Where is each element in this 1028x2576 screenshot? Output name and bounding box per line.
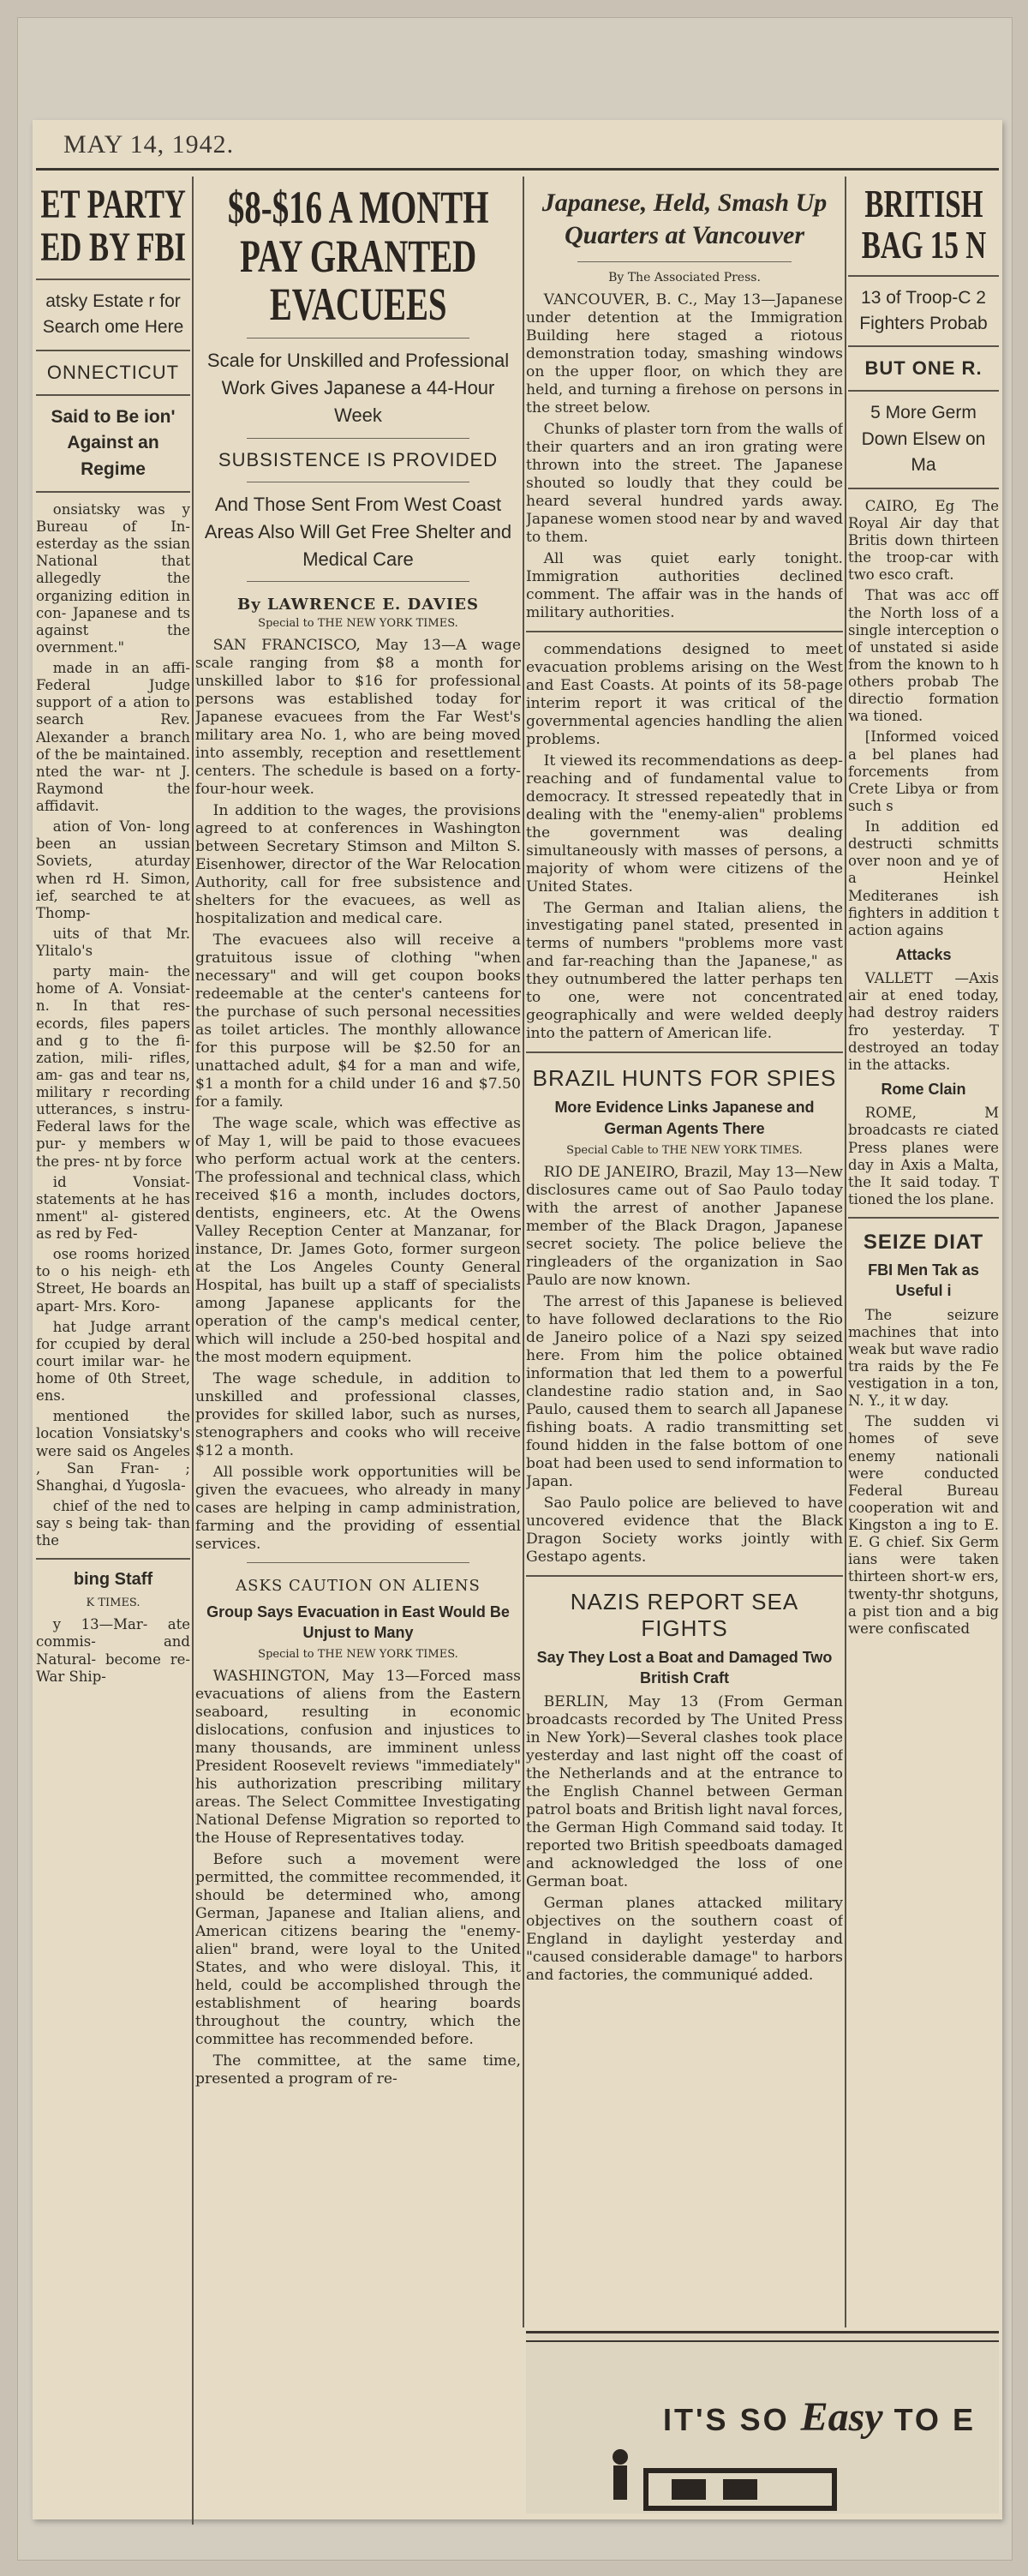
rule (526, 1051, 843, 1053)
paragraph: y 13—Mar- ate commis- and Natural- become re- War Ship- (36, 1616, 190, 1685)
section-head: Attacks (895, 945, 952, 963)
paragraph: German planes attacked military objectives on the southern coast of England in daylight yesterday and "caused considerable damage" to harbors and factories, the communiqué added. (526, 1895, 843, 1984)
rule (247, 581, 469, 582)
paragraph: [Informed voiced a bel planes had forcements from Crete Libya or from such s (848, 728, 999, 814)
rule (36, 350, 190, 351)
credit: Special Cable to THE NEW YORK TIMES. (566, 1143, 803, 1157)
headline: Japanese, Held, Smash Up Quarters at Vancouver (541, 189, 828, 249)
paragraph: id Vonsiat- statements at he has nment" al- gistered as red by Fed- (36, 1173, 190, 1243)
article-body (195, 637, 521, 1553)
ad-slogan: IT'S SO Easy TO E (663, 2394, 976, 2440)
paragraph: All was quiet early tonight. Immigration authorities declined comment. The affair was in the hands of military authorities. (526, 549, 843, 621)
rule (848, 1217, 999, 1219)
story-deck: Group Says Evacuation in East Would Be Unjust to Many (206, 1603, 510, 1641)
deck: 13 of Troop-C 2 Fighters Probab (859, 287, 988, 334)
paragraph: In addition ed destructi schmitts over noon and ye of a Heinkel Mediteranes ish fighters in addition t action agains (848, 818, 999, 938)
rule (848, 488, 999, 489)
paragraph: The seizure machines that into weak but wave radio tra raids by the Fe vestigation in a ton, N. Y., it w day. (848, 1306, 999, 1410)
story-head: NAZIS REPORT SEA FIGHTS (570, 1588, 799, 1641)
paragraph: uits of that Mr. Ylitalo's (36, 925, 190, 960)
column-1 (36, 177, 190, 2525)
paragraph: It viewed its recommendations as deep-reaching and of fundamental value to democracy. It stressed repeatedly that in dealing with the "enemy-alien" problems the government was dealing simultaneously with masses of persons, a majority of whom were citizens of the United States. (526, 752, 843, 896)
article-body (195, 1668, 521, 2088)
subhead: ONNECTICUT (46, 361, 180, 383)
paragraph: made in an affi- Federal Judge support of a ation to search Rev. Alexander a branch of the be maintained. nted the war- nt J. Raymond the affidavit. (36, 660, 190, 815)
paragraph: Chunks of plaster torn from the walls of their quarters and an iron grating were thrown into the street. The Japanese shouted so loudly that they could be heard several hundred yards away. Japanese women stood near by and waved to them. (526, 420, 843, 546)
rule (526, 2340, 999, 2342)
article-body (526, 291, 843, 622)
ad-illustration (595, 2445, 852, 2513)
paragraph: The wage scale, which was effective as of May 1, will be paid to those evacuees who perform actual work at the centers. The professional and technical class, which received $16 a month, includes doctors, dentists, engineers, etc. At the Owens Valley Reception Center at Manzanar, for instance, Dr. James Goto, former surgeon at the Los Angeles County General Hospital, has built up a staff of specialists among Japanese applicants for the operation of the camp's medical center, which will include a 250-bed hospital and the most modern equipment. (195, 1115, 521, 1366)
rule (36, 394, 190, 396)
story-head: SEIZE DIAT (863, 1231, 984, 1254)
credit: Special to THE NEW YORK TIMES. (258, 1648, 458, 1662)
paragraph: party main- the home of A. Vonsiat- n. In that res- ecords, files papers and g to the fi- zation, mili- rifles, am- gas and tear ns, military r recording utterances, s instru- Federal laws for the pur- y members w the pres- nt by force (36, 963, 190, 1170)
article-body (526, 1164, 843, 1567)
paragraph: hat Judge arrant for ccupied by deral court imilar war- he home of 0th Street, ens. (36, 1318, 190, 1405)
rule (526, 1575, 843, 1577)
paragraph: onsiatsky was y Bureau of In- esterday as the ssian National that allegedly the organizing edition in con- Japanese and ts against the overnment." (36, 500, 190, 656)
paragraph: SAN FRANCISCO, May 13—A wage scale ranging from $8 a month for unskilled labor to $16 for professional persons was established today for Japanese evacuees from the Far West's military area No. 1, who are being moved into assembly, reception and resettlement centers. The schedule is based on a forty-four-hour week. (195, 637, 521, 799)
paragraph: mentioned the location Vonsiatsky's were said os Angeles , San Fran- ; Shanghai, d Yugosla- (36, 1408, 190, 1494)
subhead: BUT ONE R. (864, 357, 983, 380)
subhead: SUBSISTENCE IS PROVIDED (218, 448, 499, 470)
paragraph: chief of the ned to say s being tak- than the (36, 1497, 190, 1549)
story-deck: Say They Lost a Boat and Damaged Two British Craft (536, 1648, 833, 1686)
rule (848, 390, 999, 392)
section-head: Rome Clain (881, 1080, 966, 1098)
top-rule (36, 168, 999, 171)
deck: Scale for Unskilled and Professional Work Gives Japanese a 44-Hour Week (206, 350, 510, 426)
headline: BRITISH BAG 15 N (861, 182, 986, 267)
article-body (848, 1307, 999, 1638)
sub-story-head: bing Staff (73, 1570, 153, 1590)
rule (247, 1562, 469, 1563)
rule (848, 275, 999, 277)
byline: By LAWRENCE E. DAVIES (237, 596, 479, 614)
advertisement (526, 2331, 999, 2513)
paragraph: ation of Von- long been an ussian Soviets, aturday when rd H. Simon, ief, searched te at Thomp- (36, 818, 190, 921)
paragraph: The committee, at the same time, presented a program of re- (195, 2052, 521, 2088)
article-body (36, 501, 190, 1549)
paragraph: The arrest of this Japanese is believed to have followed declarations to the Rio de Janeiro police of a Nazi spy seized here. From him the police obtained information that led them to a powerful clandestine radio station and, in Sao Paulo, caused them to search all Japanese fishing boats. A radio transmitting set found hidden in the false bottom of one boat had been used to send information to Japan. (526, 1292, 843, 1490)
deck: And Those Sent From West Coast Areas Also Will Get Free Shelter and Medical Care (204, 493, 512, 570)
article-continuation (526, 641, 843, 1044)
column-2 (195, 177, 521, 2525)
paragraph: The evacuees also will receive a gratuitous issue of clothing "when necessary" and will get coupon books redeemable at the center's canteens for the purchase of such personal necessities as toilet articles. The monthly allowance for this purpose will be $2.50 for an unattached adult, $4 for a man and wife, $1 a month for a child under 16 and $7.50 for a family. (195, 932, 521, 1111)
paragraph: RIO DE JANEIRO, Brazil, May 13—New disclosures came out of Sao Paulo today with the arrest of another Japanese member of the Black Dragon, Japanese secret society. The police believe the ringleaders of the organization in Sao Paulo are now known. (526, 1163, 843, 1289)
paragraph: Sao Paulo police are believed to have uncovered evidence that the Black Dragon Society works jointly with Gestapo agents. (526, 1494, 843, 1566)
page-date: MAY 14, 1942. (63, 130, 235, 159)
paragraph: That was acc off the North loss of a single interception o of unstated si aside from the known to h others probab The directio formation wa tioned. (848, 587, 999, 725)
paragraph: Before such a movement were permitted, the committee recommended, it should be determined who, among German, Japanese and Italian aliens, and American citizens bearing the "enemy-alien" brand, were loyal to the United States, and who were disloyal. This, it held, could be accomplished through the establishment of hearing boards throughout the country, which the committee has recommended before. (195, 1851, 521, 2048)
sub-story-credit: K TIMES. (86, 1597, 140, 1610)
credit: Special to THE NEW YORK TIMES. (258, 617, 458, 631)
story-head: ASKS CAUTION ON ALIENS (236, 1576, 481, 1595)
rule (577, 261, 792, 262)
article-body (526, 1693, 843, 1985)
rule (247, 438, 469, 439)
rule (36, 491, 190, 493)
paragraph: The sudden vi homes of seve enemy nationali were conducted Federal Bureau cooperation wit and Kingston a ing to E. E. G chief. Six Germ ians were taken thirteen short-w ers, twenty-thr shotguns, a pist tion and a big were confiscated (848, 1413, 999, 1637)
rule (36, 1558, 190, 1560)
paragraph: WASHINGTON, May 13—Forced mass evacuations of aliens from the Eastern seaboard, resulting in economic dislocations, confusion and injustices to many thousands, are imminent unless President Roosevelt reviews "immediately" his authorization prescribing military areas. The Select Committee Investigating National Defense Migration so reported to the House of Representatives today. (195, 1668, 521, 1848)
paragraph: CAIRO, Eg The Royal Air day that Britis down thirteen the troop-car with two esco craft. (848, 497, 999, 584)
paragraph: The wage schedule, in addition to unskilled and professional classes, provides for skilled labor, such as nurses, stenographers and cooks who will receive $12 a month. (195, 1369, 521, 1459)
story-head: BRAZIL HUNTS FOR SPIES (532, 1065, 837, 1092)
deck: 5 More Germ Down Elsew on Ma (861, 403, 986, 476)
rule (526, 631, 843, 632)
paragraph: In addition to the wages, the provisions agreed to at conferences in Washington between Secretary Stimson and Milton S. Eisenhower, director of the War Relocation Authority, call for free subsistence and shelters for the evacuees, as well as hospitalization and medical care. (195, 802, 521, 928)
headline: $8-$16 A MONTH PAY GRANTED EVACUEES (227, 182, 489, 331)
paragraph: ose rooms horized to o his neigh- eth Street, He boards an apart- Mrs. Koro- (36, 1246, 190, 1315)
article-body (848, 498, 999, 939)
paragraph: The German and Italian aliens, the investigating panel stated, presented in terms of numbers "problems more vast and far-reaching than the Japanese," as they outnumbered the latter perhaps ten to one, were not concentrated geographically and were welded deeply into the pattern of American life. (526, 899, 843, 1043)
column-divider (523, 177, 524, 2327)
column-4 (848, 177, 999, 2327)
deck: Said to Be ion' Against an Regime (51, 406, 176, 479)
column-divider (192, 177, 194, 2525)
story-deck: FBI Men Tak as Useful i (868, 1261, 979, 1300)
column-divider (845, 177, 846, 2327)
deck: atsky Estate r for Search ome Here (42, 291, 184, 338)
rule (848, 345, 999, 347)
paragraph: VALLETT —Axis air at ened today, had destroy raiders fro yesterday. T destroyed an today in the attacks. (848, 970, 999, 1073)
rule (36, 279, 190, 280)
headline: ET PARTY ED BY FBI (40, 182, 186, 271)
paragraph: BERLIN, May 13 (From German broadcasts recorded by The United Press in New York)—Several clashes took place yesterday and last night off the coast of the Netherlands and at the entrance to the English Channel between German patrol boats and British light naval forces, the German High Command said today. It reported two British speedboats damaged and acknowledged the loss of one German boat. (526, 1693, 843, 1891)
credit: By The Associated Press. (608, 271, 761, 285)
paragraph: commendations designed to meet evacuation problems arising on the West and East Coasts. At points of its 58-page interim report it was critical of the governmental agencies handling the alien problems. (526, 640, 843, 748)
paragraph: ROME, M broadcasts re ciated Press planes were day in Axis a Malta, the It said today. T tioned the los plane. (848, 1105, 999, 1207)
paragraph: VANCOUVER, B. C., May 13—Japanese under detention at the Immigration Building here staged a riotous demonstration today, smashing windows on the upper floor, on which they are held, and turning a firehose on persons in the street below. (526, 291, 843, 416)
paragraph: All possible work opportunities will be given the evacuees, who already in many cases are helping in camp administration, farming and the providing of essential services. (195, 1463, 521, 1553)
story-deck: More Evidence Links Japanese and German Agents There (554, 1099, 815, 1137)
column-3 (526, 177, 843, 2327)
